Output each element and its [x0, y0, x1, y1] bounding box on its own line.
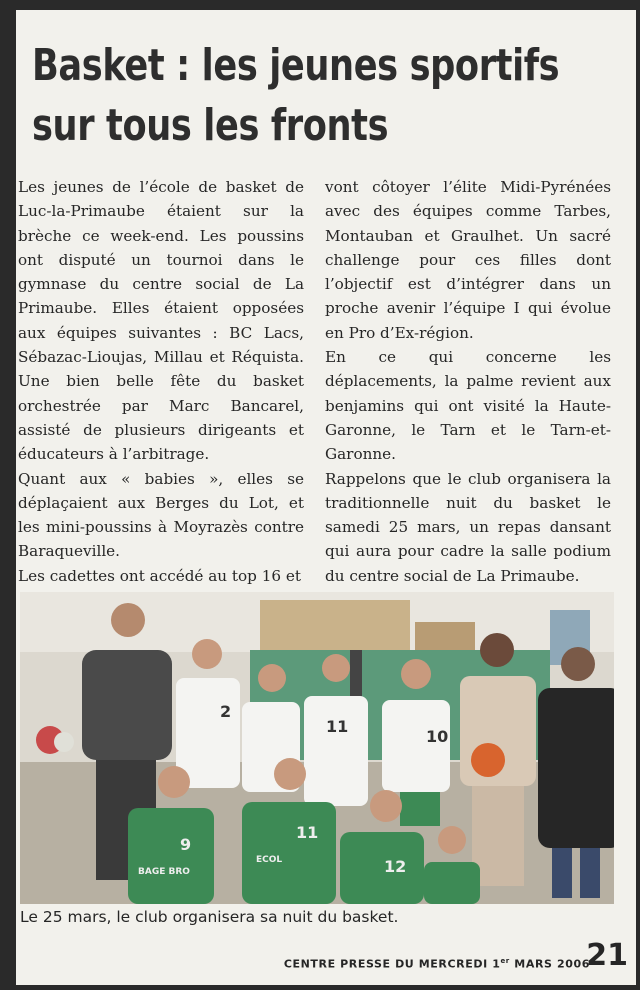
paragraph: Les jeunes de l’école de basket de Luc-la-Primaube étaient sur la brèche ce week-end. Les poussins ont disputé un tournoi dans le gymnase du centre social de La Primaube. Elles étaient opposées aux équipes suivantes : BC Lacs, Sébazac-Lioujas, Millau et Réquista. Une bien belle fête du basket orchestrée par Marc Bancarel, assisté de plusieurs dirigeants et éducateurs à l’arbitrage. [18, 178, 304, 464]
jersey-number: 2 [220, 702, 232, 721]
jersey-number: 9 [180, 835, 192, 854]
newspaper-dateline: CENTRE PRESSE DU MERCREDI 1er MARS 2006 [283, 957, 590, 971]
page-number: 21 [586, 938, 628, 973]
jersey-number: 10 [426, 727, 449, 746]
team-photo-illustration [20, 592, 614, 904]
headline-line-1: Basket : les jeunes sportifs [32, 40, 560, 91]
jersey-number: 11 [326, 717, 349, 736]
jersey-text: BAGE BRO [138, 867, 190, 877]
paragraph: Quant aux « babies », elles se déplaçaient aux Berges du Lot, et les mini-poussins à Moyrazès contre Baraqueville. [18, 469, 304, 561]
paragraph: En ce qui concerne les déplacements, la palme revient aux benjamins qui ont visité la Haute-Garonne, le Tarn et le Tarn-et-Garonne. [325, 348, 611, 464]
paragraph: vont côtoyer l’élite Midi-Pyrénées avec des équipes comme Tarbes, Montauban et Graulhet. Un sacré challenge pour ces filles dont l’objectif est d’intégrer dans un proche avenir l’équipe I qui évolue en Pro d’Ex-région. [325, 178, 611, 342]
paragraph: Les cadettes ont accédé au top 16 et [18, 566, 301, 585]
page-footer [283, 938, 630, 974]
photo-caption: Le 25 mars, le club organisera sa nuit du basket. [20, 908, 399, 926]
jersey-text: ECOL [256, 855, 283, 865]
team-photo [20, 592, 614, 904]
jersey-number: 11 [296, 823, 319, 842]
paragraph: Rappelons que le club organisera la traditionnelle nuit du basket le samedi 25 mars, un repas dansant qui aura pour cadre la salle podium du centre social de La Primaube. [325, 469, 611, 585]
article-column-right [325, 175, 611, 588]
jersey-number: 12 [384, 857, 407, 876]
headline [32, 36, 560, 156]
headline-line-2: sur tous les fronts [32, 100, 389, 151]
article-column-left [18, 175, 304, 588]
